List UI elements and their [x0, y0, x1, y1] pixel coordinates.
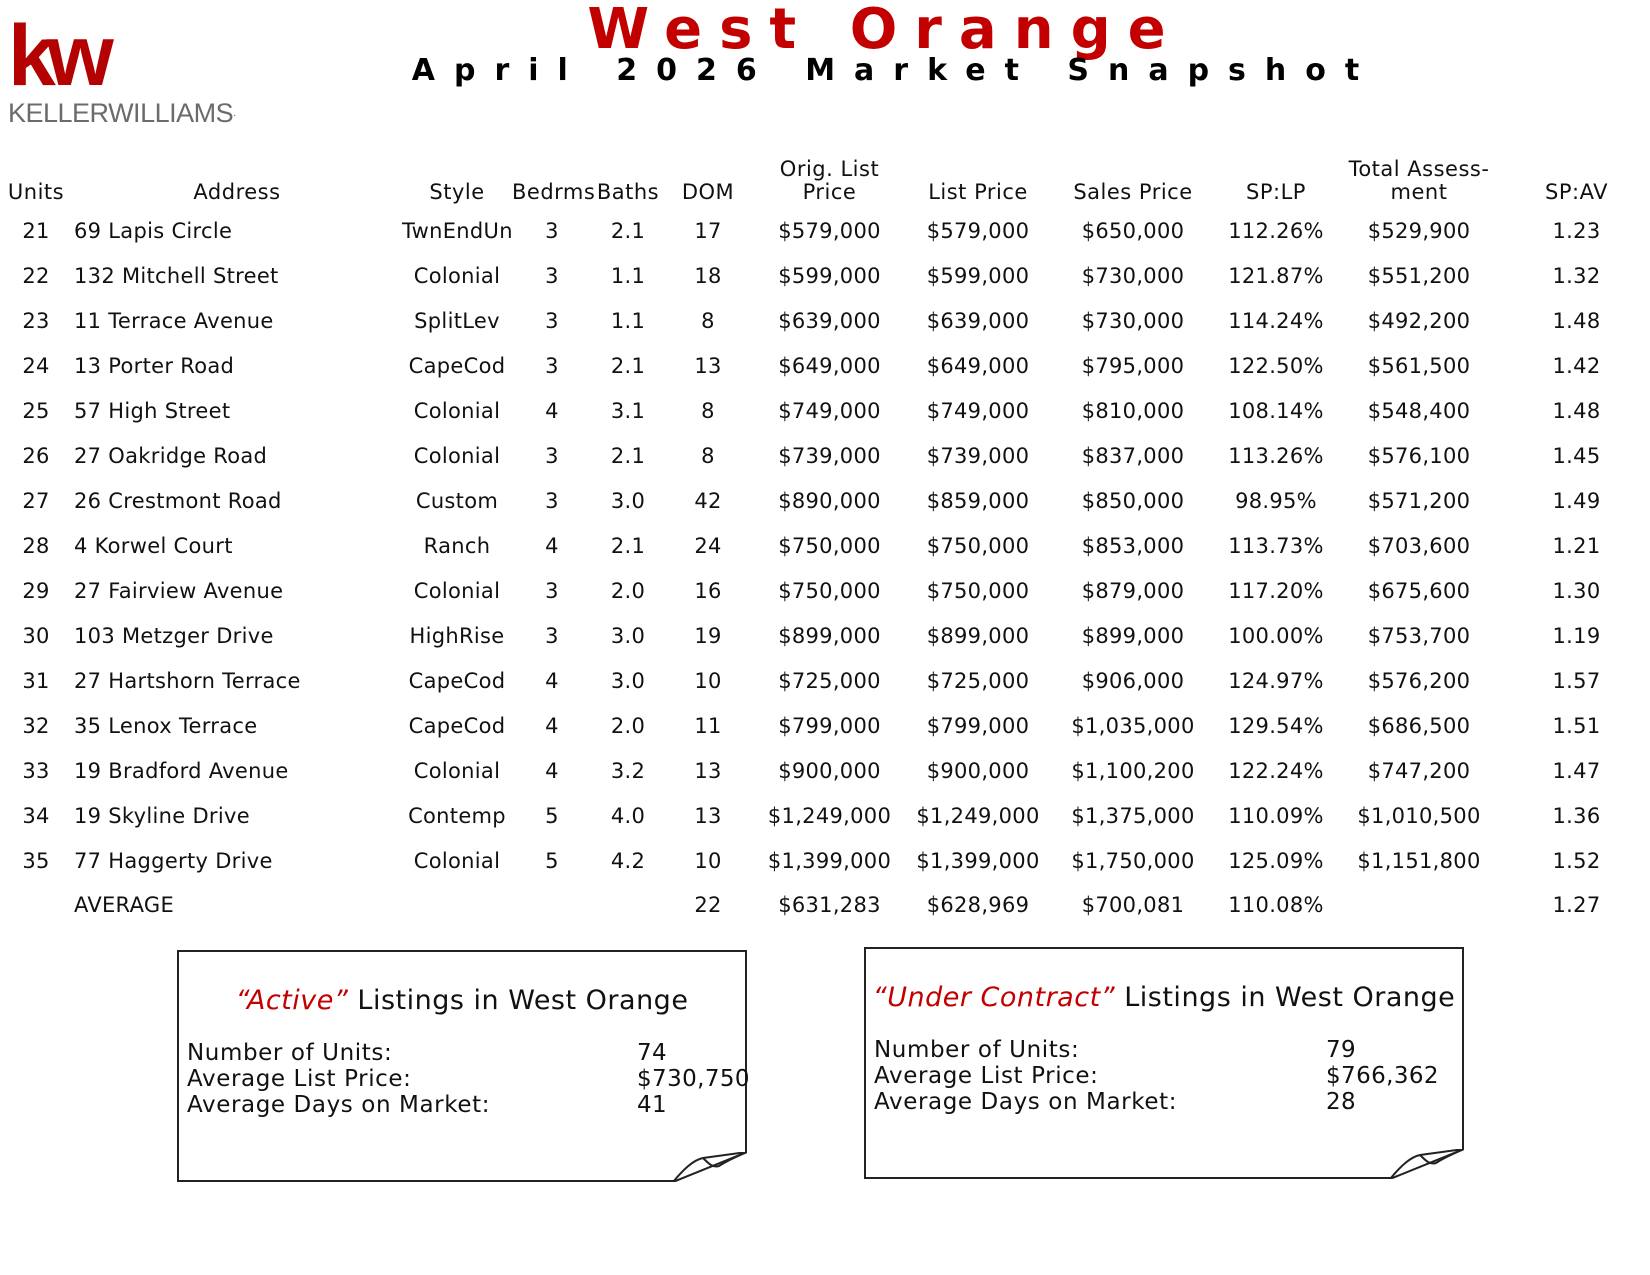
dom-cell: 42: [694, 488, 722, 513]
under-contract-units-value: 79: [1326, 1037, 1357, 1063]
total-assessment-cell: $1,010,500: [1357, 803, 1481, 828]
orig-list-price-cell: $739,000: [778, 443, 881, 468]
sp-lp-cell: 122.24%: [1228, 758, 1324, 783]
total-assessment-cell: $703,600: [1367, 533, 1471, 558]
address-cell: 69 Lapis Circle: [74, 218, 233, 243]
units-cell: 34: [22, 803, 50, 828]
dom-cell: 10: [694, 848, 722, 873]
units-cell: 29: [22, 578, 50, 603]
brand-bold: KELLER: [8, 98, 109, 128]
address-cell: 27 Fairview Avenue: [74, 578, 284, 603]
address-cell: 27 Oakridge Road: [74, 443, 268, 468]
orig-list-price-cell: $890,000: [778, 488, 881, 513]
style-cell: Colonial: [413, 443, 501, 468]
table-row: [0, 478, 1650, 523]
total-assessment-cell: $576,200: [1367, 668, 1471, 693]
units-cell: 28: [22, 533, 50, 558]
orig-list-price-cell: $749,000: [778, 398, 881, 423]
header-sales-price: Sales Price: [1073, 180, 1193, 204]
page-curl-icon: [673, 1152, 747, 1182]
bedrooms-cell: 4: [545, 533, 559, 558]
header-bedrooms: Bedrms: [512, 180, 596, 204]
average-orig-list-price: $631,283: [778, 892, 881, 917]
active-title-accent: “Active”: [235, 985, 349, 1016]
orig-list-price-cell: $649,000: [778, 353, 881, 378]
sp-av-cell: 1.21: [1552, 533, 1601, 558]
sp-av-cell: 1.47: [1552, 758, 1601, 783]
baths-cell: 2.1: [610, 353, 646, 378]
table-row: [0, 793, 1650, 838]
under-contract-title-accent: “Under Contract”: [872, 982, 1116, 1013]
sp-av-cell: 1.48: [1552, 308, 1601, 333]
table-row: [0, 208, 1650, 253]
orig-list-price-cell: $899,000: [778, 623, 881, 648]
units-cell: 22: [22, 263, 50, 288]
style-cell: CapeCod: [408, 353, 506, 378]
average-list-price: $628,969: [926, 892, 1030, 917]
list-price-cell: $649,000: [926, 353, 1030, 378]
baths-cell: 4.0: [610, 803, 646, 828]
list-price-cell: $799,000: [926, 713, 1030, 738]
average-sales-price: $700,081: [1081, 892, 1185, 917]
table-body: [0, 208, 1650, 883]
style-cell: CapeCod: [408, 668, 506, 693]
sp-lp-cell: 114.24%: [1228, 308, 1324, 333]
sp-av-cell: 1.19: [1552, 623, 1601, 648]
average-sp-lp: 110.08%: [1228, 892, 1324, 917]
active-dom-value: 41: [637, 1092, 668, 1118]
active-price-label: Average List Price:: [187, 1066, 412, 1092]
header-list-price: List Price: [928, 180, 1028, 204]
average-assessment-cell: [1335, 883, 1503, 926]
active-units-label: Number of Units:: [187, 1040, 393, 1066]
header-style: Style: [429, 180, 485, 204]
total-assessment-cell: $576,100: [1367, 443, 1471, 468]
dom-cell: 8: [701, 443, 715, 468]
orig-list-price-cell: $599,000: [778, 263, 881, 288]
bedrooms-cell: 5: [545, 803, 559, 828]
sales-price-cell: $730,000: [1081, 263, 1185, 288]
dom-cell: 8: [701, 398, 715, 423]
address-cell: 103 Metzger Drive: [74, 623, 274, 648]
table-header: [0, 142, 1650, 208]
total-assessment-cell: $551,200: [1367, 263, 1471, 288]
sp-lp-cell: 117.20%: [1228, 578, 1324, 603]
bedrooms-cell: 3: [545, 488, 559, 513]
header-sp-lp: SP:LP: [1246, 180, 1306, 204]
total-assessment-cell: $571,200: [1367, 488, 1471, 513]
baths-cell: 2.0: [610, 713, 646, 738]
sales-price-cell: $853,000: [1081, 533, 1185, 558]
sp-av-cell: 1.36: [1552, 803, 1601, 828]
average-baths-cell: [592, 883, 664, 926]
average-units-cell: [0, 883, 72, 926]
sp-av-cell: 1.45: [1552, 443, 1601, 468]
header-total-assessment: [1335, 142, 1503, 208]
address-cell: 27 Hartshorn Terrace: [74, 668, 301, 693]
sales-price-cell: $1,375,000: [1071, 803, 1195, 828]
sales-price-cell: $795,000: [1081, 353, 1185, 378]
total-assessment-cell: $492,200: [1367, 308, 1471, 333]
sp-lp-cell: 108.14%: [1228, 398, 1324, 423]
sales-price-cell: $1,750,000: [1071, 848, 1195, 873]
bedrooms-cell: 4: [545, 713, 559, 738]
address-cell: 132 Mitchell Street: [74, 263, 279, 288]
sp-av-cell: 1.30: [1552, 578, 1601, 603]
orig-list-price-cell: $750,000: [778, 578, 881, 603]
units-cell: 27: [22, 488, 50, 513]
sales-price-cell: $879,000: [1081, 578, 1185, 603]
sp-lp-cell: 113.26%: [1228, 443, 1324, 468]
sp-lp-cell: 124.97%: [1228, 668, 1324, 693]
sales-price-cell: $1,100,200: [1071, 758, 1195, 783]
total-assessment-cell: $747,200: [1367, 758, 1471, 783]
list-price-cell: $639,000: [926, 308, 1030, 333]
under-contract-listings-box: [864, 947, 1464, 1179]
table-row: [0, 343, 1650, 388]
sales-price-cell: $906,000: [1081, 668, 1185, 693]
table-row: [0, 523, 1650, 568]
bedrooms-cell: 3: [545, 308, 559, 333]
dom-cell: 24: [694, 533, 722, 558]
sales-price-cell: $730,000: [1081, 308, 1185, 333]
units-cell: 31: [22, 668, 50, 693]
style-cell: Colonial: [413, 578, 501, 603]
address-cell: 57 High Street: [74, 398, 231, 423]
active-units-value: 74: [637, 1040, 668, 1066]
table-row: [0, 613, 1650, 658]
sp-av-cell: 1.32: [1552, 263, 1601, 288]
total-assessment-cell: $675,600: [1367, 578, 1471, 603]
baths-cell: 3.1: [610, 398, 646, 423]
bedrooms-cell: 3: [545, 263, 559, 288]
header-baths: Baths: [596, 180, 660, 204]
sales-price-cell: $899,000: [1081, 623, 1185, 648]
header-orig-list-price: Orig. List Price: [779, 157, 880, 204]
average-sp-av: 1.27: [1552, 892, 1601, 917]
baths-cell: 2.1: [610, 218, 646, 243]
baths-cell: 2.1: [610, 533, 646, 558]
sales-price-cell: $810,000: [1081, 398, 1185, 423]
sp-lp-cell: 129.54%: [1228, 713, 1324, 738]
sp-av-cell: 1.42: [1552, 353, 1601, 378]
sp-lp-cell: 121.87%: [1228, 263, 1324, 288]
table-row: [0, 433, 1650, 478]
table-footer: [0, 883, 1650, 926]
orig-list-price-cell: $750,000: [778, 533, 881, 558]
page-curl-icon: [1390, 1149, 1464, 1179]
sp-lp-cell: 100.00%: [1228, 623, 1324, 648]
dom-cell: 19: [694, 623, 722, 648]
header-address: Address: [193, 180, 281, 204]
address-cell: 11 Terrace Avenue: [74, 308, 274, 333]
bedrooms-cell: 4: [545, 398, 559, 423]
list-price-cell: $1,399,000: [916, 848, 1040, 873]
under-contract-dom-label: Average Days on Market:: [874, 1089, 1178, 1115]
baths-cell: 1.1: [610, 308, 646, 333]
sales-price-cell: $850,000: [1081, 488, 1185, 513]
list-price-cell: $599,000: [926, 263, 1030, 288]
sales-price-cell: $837,000: [1081, 443, 1185, 468]
under-contract-units-label: Number of Units:: [874, 1037, 1080, 1063]
baths-cell: 2.0: [610, 578, 646, 603]
under-contract-dom-value: 28: [1326, 1089, 1357, 1115]
address-cell: 19 Bradford Avenue: [74, 758, 289, 783]
table-row: [0, 658, 1650, 703]
bedrooms-cell: 5: [545, 848, 559, 873]
header-total-assessment-line1: Total Assess-: [1348, 157, 1490, 181]
style-cell: HighRise: [409, 623, 505, 648]
dom-cell: 11: [694, 713, 722, 738]
baths-cell: 3.0: [610, 668, 646, 693]
orig-list-price-cell: $1,249,000: [767, 803, 892, 828]
header-dom: DOM: [681, 180, 735, 204]
sales-table: [0, 142, 1650, 926]
page-subtitle: April 2026 Market Snapshot: [411, 53, 1379, 88]
units-cell: 33: [22, 758, 50, 783]
average-style-cell: [402, 883, 512, 926]
style-cell: Custom: [415, 488, 499, 513]
dom-cell: 17: [694, 218, 722, 243]
orig-list-price-cell: $799,000: [778, 713, 881, 738]
under-contract-title-rest: Listings in West Orange: [1115, 982, 1456, 1013]
sp-av-cell: 1.52: [1552, 848, 1601, 873]
address-cell: 4 Korwel Court: [74, 533, 233, 558]
baths-cell: 1.1: [610, 263, 646, 288]
address-cell: 77 Haggerty Drive: [74, 848, 273, 873]
sp-lp-cell: 122.50%: [1228, 353, 1324, 378]
dom-cell: 13: [694, 353, 722, 378]
table-row: [0, 568, 1650, 613]
units-cell: 26: [22, 443, 50, 468]
total-assessment-cell: $548,400: [1367, 398, 1471, 423]
sales-price-cell: $650,000: [1081, 218, 1185, 243]
address-cell: 19 Skyline Drive: [74, 803, 250, 828]
list-price-cell: $900,000: [926, 758, 1030, 783]
sp-av-cell: 1.23: [1552, 218, 1601, 243]
bedrooms-cell: 3: [545, 218, 559, 243]
style-cell: TwnEndUn: [402, 218, 513, 243]
table-row: [0, 703, 1650, 748]
brand-registered-mark: .: [233, 107, 236, 119]
average-row: [0, 883, 1650, 926]
total-assessment-cell: $753,700: [1367, 623, 1471, 648]
under-contract-price-value: $766,362: [1326, 1063, 1439, 1089]
list-price-cell: $749,000: [926, 398, 1030, 423]
sp-av-cell: 1.57: [1552, 668, 1601, 693]
active-listings-title: [179, 984, 745, 1018]
style-cell: SplitLev: [414, 308, 500, 333]
average-label: AVERAGE: [74, 892, 175, 917]
active-listings-box: [177, 950, 750, 1182]
style-cell: CapeCod: [408, 713, 506, 738]
sales-price-cell: $1,035,000: [1071, 713, 1195, 738]
baths-cell: 2.1: [610, 443, 646, 468]
header-units: Units: [7, 180, 65, 204]
table-row: [0, 253, 1650, 298]
sp-lp-cell: 112.26%: [1228, 218, 1324, 243]
orig-list-price-cell: $1,399,000: [767, 848, 892, 873]
bedrooms-cell: 4: [545, 668, 559, 693]
active-title-rest: Listings in West Orange: [348, 985, 689, 1016]
address-cell: 35 Lenox Terrace: [74, 713, 258, 738]
sp-lp-cell: 98.95%: [1235, 488, 1317, 513]
active-dom-label: Average Days on Market:: [187, 1092, 491, 1118]
baths-cell: 3.0: [610, 623, 646, 648]
style-cell: Contemp: [408, 803, 506, 828]
sp-lp-cell: 113.73%: [1228, 533, 1324, 558]
dom-cell: 13: [694, 803, 722, 828]
brand-light: WILLIAMS: [108, 98, 234, 128]
dom-cell: 18: [694, 263, 722, 288]
address-cell: 13 Porter Road: [74, 353, 235, 378]
list-price-cell: $725,000: [926, 668, 1030, 693]
dom-cell: 16: [694, 578, 722, 603]
bedrooms-cell: 3: [545, 353, 559, 378]
total-assessment-cell: $686,500: [1367, 713, 1471, 738]
units-cell: 35: [22, 848, 50, 873]
orig-list-price-cell: $579,000: [778, 218, 881, 243]
active-price-value: $730,750: [637, 1066, 750, 1092]
total-assessment-cell: $561,500: [1367, 353, 1471, 378]
bedrooms-cell: 3: [545, 443, 559, 468]
baths-cell: 4.2: [610, 848, 646, 873]
table-row: [0, 748, 1650, 793]
sp-lp-cell: 125.09%: [1228, 848, 1324, 873]
dom-cell: 8: [701, 308, 715, 333]
address-cell: 26 Crestmont Road: [74, 488, 282, 513]
style-cell: Colonial: [413, 398, 501, 423]
list-price-cell: $899,000: [926, 623, 1030, 648]
average-dom: 22: [694, 892, 722, 917]
dom-cell: 10: [694, 668, 722, 693]
keller-williams-wordmark: [8, 98, 236, 128]
list-price-cell: $1,249,000: [916, 803, 1040, 828]
bedrooms-cell: 3: [545, 578, 559, 603]
header-sp-av: SP:AV: [1545, 180, 1608, 204]
list-price-cell: $859,000: [926, 488, 1030, 513]
sp-av-cell: 1.51: [1552, 713, 1601, 738]
total-assessment-cell: $1,151,800: [1357, 848, 1481, 873]
sp-av-cell: 1.49: [1552, 488, 1601, 513]
baths-cell: 3.2: [610, 758, 646, 783]
list-price-cell: $579,000: [926, 218, 1030, 243]
table-row: [0, 838, 1650, 883]
page-title: West Orange: [587, 0, 1183, 62]
style-cell: Ranch: [423, 533, 491, 558]
table-row: [0, 388, 1650, 433]
units-cell: 23: [22, 308, 50, 333]
baths-cell: 3.0: [610, 488, 646, 513]
kw-logo-mark: kw: [8, 8, 105, 104]
orig-list-price-cell: $900,000: [778, 758, 881, 783]
style-cell: Colonial: [413, 263, 501, 288]
sp-av-cell: 1.48: [1552, 398, 1601, 423]
list-price-cell: $739,000: [926, 443, 1030, 468]
under-contract-price-label: Average List Price:: [874, 1063, 1099, 1089]
header-total-assessment-line2: ment: [1390, 180, 1448, 204]
list-price-cell: $750,000: [926, 578, 1030, 603]
bedrooms-cell: 4: [545, 758, 559, 783]
units-cell: 21: [22, 218, 50, 243]
units-cell: 25: [22, 398, 50, 423]
under-contract-listings-title: [866, 981, 1462, 1015]
units-cell: 24: [22, 353, 50, 378]
sp-lp-cell: 110.09%: [1228, 803, 1324, 828]
total-assessment-cell: $529,900: [1367, 218, 1471, 243]
style-cell: Colonial: [413, 758, 501, 783]
table-row: [0, 298, 1650, 343]
bedrooms-cell: 3: [545, 623, 559, 648]
orig-list-price-cell: $639,000: [778, 308, 881, 333]
list-price-cell: $750,000: [926, 533, 1030, 558]
style-cell: Colonial: [413, 848, 501, 873]
orig-list-price-cell: $725,000: [778, 668, 881, 693]
average-bedrooms-cell: [512, 883, 592, 926]
units-cell: 32: [22, 713, 50, 738]
units-cell: 30: [22, 623, 50, 648]
dom-cell: 13: [694, 758, 722, 783]
